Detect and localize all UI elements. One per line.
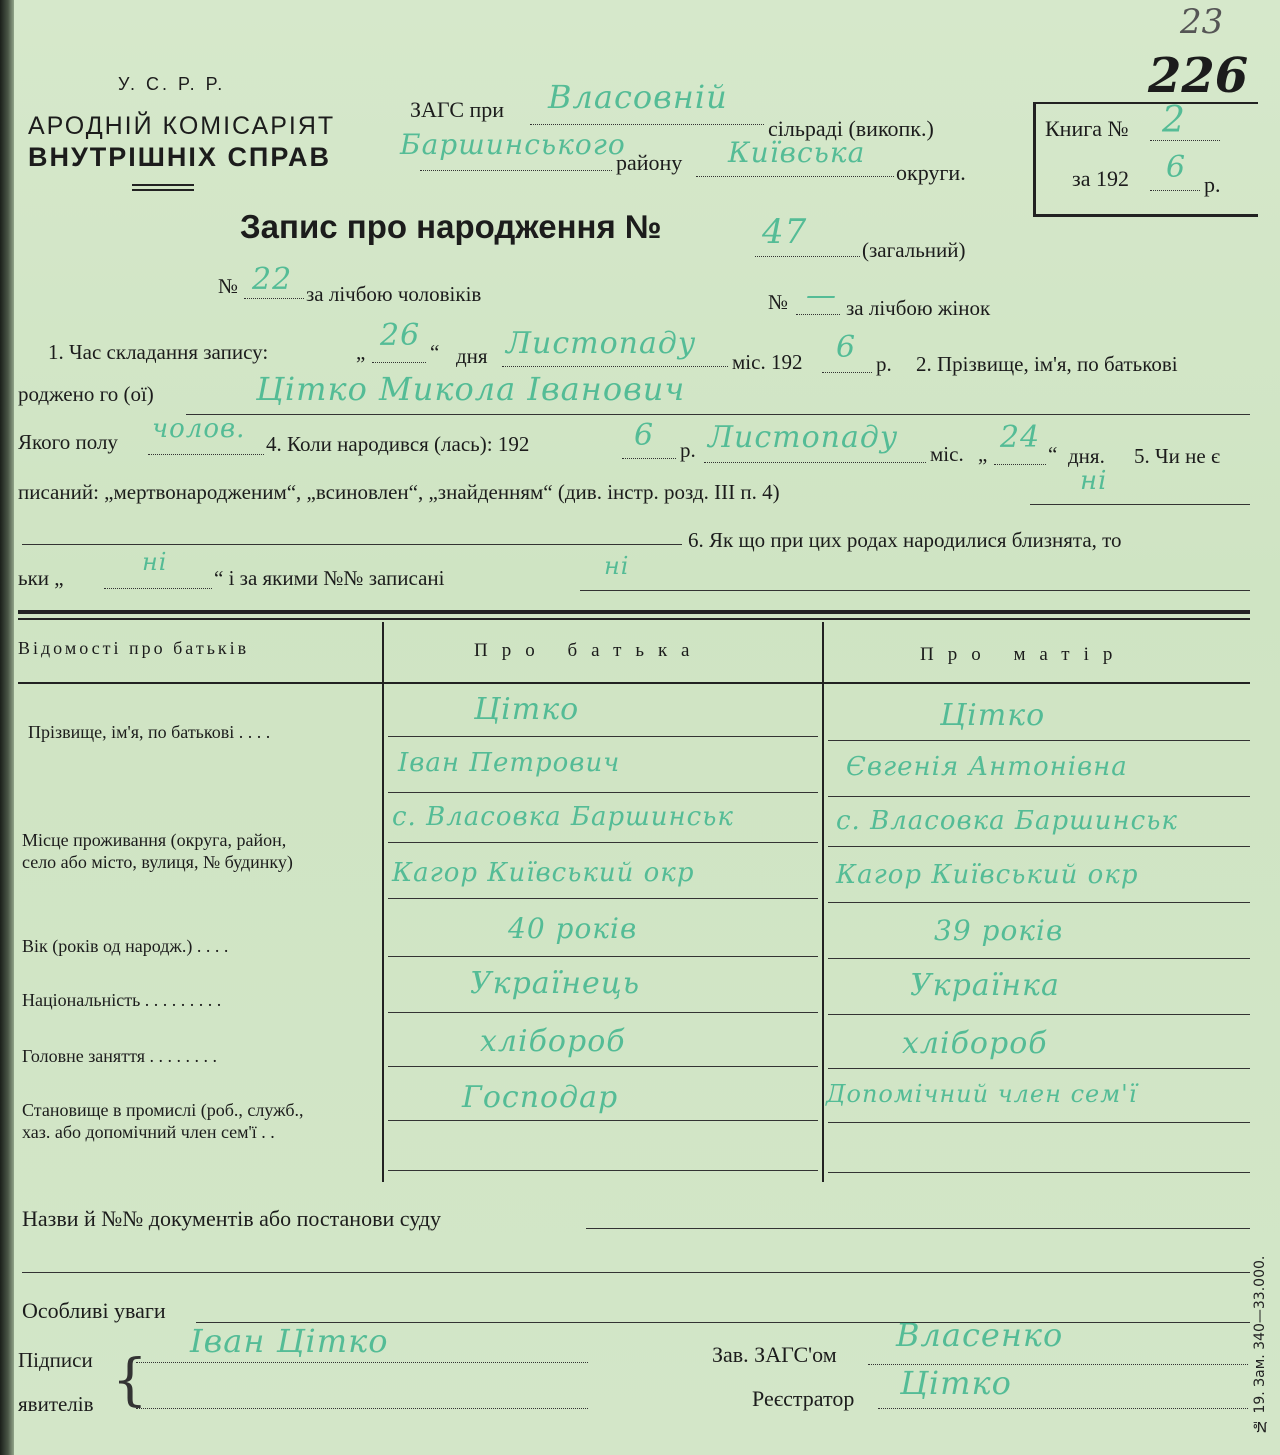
documents-line-2: [22, 1272, 1250, 1273]
birth-month-line: [704, 462, 926, 463]
row-label-status-1: Становище в промислі (роб., служб.,: [22, 1100, 304, 1120]
table-top-rule-2: [18, 618, 1250, 620]
father-line: [388, 1012, 818, 1013]
field6-label: 6. Як що при цих родах народилися близнята, то: [688, 528, 1122, 552]
day-word: дня: [456, 344, 488, 368]
mother-line: [828, 740, 1250, 741]
hw-twins-b: ні: [604, 552, 630, 580]
hw-father-surname: Цітко: [474, 692, 580, 727]
book-year-label: за 192: [1072, 166, 1129, 191]
mother-line: [828, 1014, 1250, 1015]
field5-answer-line: [1030, 504, 1250, 505]
father-line: [388, 736, 818, 737]
signature-line-2: [136, 1408, 588, 1409]
father-line: [388, 842, 818, 843]
hw-okruha: Київська: [728, 136, 866, 169]
father-line: [388, 1066, 818, 1067]
mother-line: [828, 958, 1250, 959]
row-label-age: Вік (років од народж.) . . . .: [22, 936, 229, 956]
women-no-sign: №: [768, 290, 789, 314]
birth-year-suffix: р.: [680, 438, 696, 462]
commissariat-line2: ВНУТРІШНІХ СПРАВ: [28, 142, 331, 172]
field5-line2: писаний: „мертвонародженим“, „всиновлен“, „знайденням“ (див. інстр. розд. III п. 4): [18, 480, 780, 504]
gender-line: [148, 454, 264, 455]
child-name-line: [186, 414, 1250, 415]
field5-label: 5. Чи не є: [1134, 444, 1220, 468]
hw-gender: чолов.: [152, 414, 246, 444]
table-col0-header: Відомості про батьків: [18, 638, 250, 658]
father-line: [388, 956, 818, 957]
republic-label: У. С. Р. Р.: [118, 74, 226, 94]
row-label-residence-2: село або місто, вулиця, № будинку): [22, 852, 293, 872]
hw-zags-village: Власовній: [548, 78, 728, 116]
men-no-sign: №: [218, 274, 239, 298]
documents-label: Назви й №№ документів або постанови суду: [22, 1206, 442, 1231]
header-rule: [132, 189, 194, 191]
dnia-label: дня.: [1068, 444, 1105, 468]
hw-father-nationality: Українець: [470, 966, 641, 1001]
hw-month: Листопаду: [506, 326, 697, 361]
field2-label: 2. Прізвище, ім'я, по батькові: [916, 352, 1178, 376]
hw-mother-place-1: с. Власовка Баршинськ: [836, 806, 1178, 836]
father-line: [388, 792, 818, 793]
hw-birth-month: Листопаду: [708, 420, 899, 455]
hw-father-age: 40 років: [508, 912, 638, 945]
hw-mother-surname: Цітко: [940, 698, 1046, 733]
mother-line: [828, 1068, 1250, 1069]
hw-father-place-1: с. Власовка Баршинськ: [392, 802, 734, 832]
hw-mother-nationality: Українка: [910, 968, 1060, 1003]
women-count-label: за лічбою жінок: [846, 296, 991, 320]
women-number-line: [796, 314, 840, 315]
mother-line: [828, 1172, 1250, 1173]
zags-head-label: Зав. ЗАГС'ом: [712, 1342, 837, 1367]
born-label: роджено го (ої): [18, 382, 154, 406]
book-year-line: [1150, 190, 1200, 191]
hw-day: 26: [380, 318, 421, 353]
quote-open-2: „: [978, 442, 988, 466]
month-line: [502, 366, 728, 367]
zags-prefix: ЗАГС при: [410, 97, 505, 122]
record-title: Запис про народження №: [240, 208, 662, 245]
remarks-label: Особливі уваги: [22, 1298, 166, 1323]
table-divider-1: [382, 622, 384, 1182]
documents-line: [586, 1228, 1250, 1229]
hw-birth-year: 6: [634, 418, 655, 453]
signature-line-1: [136, 1362, 588, 1363]
hw-field5-answer: ні: [1080, 466, 1108, 496]
page-number: 226: [1148, 48, 1249, 104]
hw-child-name: Цітко Микола Іванович: [256, 370, 686, 408]
okruhy-label: округи.: [896, 160, 966, 185]
mother-line: [828, 902, 1250, 903]
rayonu-label: району: [616, 150, 683, 175]
hw-mother-place-2: Кагор Київський окр: [836, 860, 1139, 890]
table-header-rule: [18, 682, 1250, 684]
mother-line: [828, 846, 1250, 847]
zags-village-line: [530, 124, 764, 125]
men-number-line: [244, 298, 304, 299]
month-year-label: міс. 192: [732, 350, 803, 374]
quote-close: “: [430, 340, 440, 364]
hw-birth-day: 24: [1000, 420, 1041, 455]
table-top-rule: [18, 610, 1250, 614]
hw-father-place-2: Кагор Київський окр: [392, 858, 695, 888]
book-label: Книга №: [1045, 116, 1129, 141]
men-count-label: за лічбою чоловіків: [306, 282, 482, 306]
year-suffix: р.: [876, 352, 892, 376]
silradi-label: сільраді (викопк.): [768, 116, 934, 141]
row-label-occupation: Головне заняття . . . . . . . .: [22, 1046, 217, 1066]
row-label-name: Прізвище, ім'я, по батькові . . . .: [28, 722, 271, 742]
registrar-line: [878, 1408, 1248, 1409]
hw-mother-occupation: хлібороб: [902, 1026, 1048, 1061]
twins-line-a: [104, 588, 212, 589]
field6-line2a: ьки „: [18, 566, 64, 590]
day-line: [372, 362, 426, 363]
twins-line-b: [580, 590, 1250, 591]
father-line: [388, 1170, 818, 1171]
quote-open: „: [356, 340, 366, 364]
father-line: [388, 1120, 818, 1121]
mother-line: [828, 796, 1250, 797]
signatures-label-1: Підписи: [18, 1348, 93, 1372]
hw-father-name: Іван Петрович: [398, 748, 621, 778]
field1-label: 1. Час складання запису:: [48, 340, 269, 364]
row-label-nationality: Національність . . . . . . . . .: [22, 990, 222, 1010]
mother-line: [828, 1122, 1250, 1123]
mis-label: міс.: [930, 442, 964, 466]
hw-head-signature: Власенко: [896, 1316, 1064, 1354]
hw-book-number: 2: [1162, 100, 1186, 141]
hw-father-status: Господар: [462, 1080, 619, 1115]
birth-year-line: [622, 458, 676, 459]
header-rule: [132, 184, 194, 186]
year-line: [822, 372, 872, 373]
district-line: [420, 170, 612, 171]
registrar-label: Реєстратор: [752, 1386, 855, 1411]
field4-label: 4. Коли народився (лась): 192: [266, 432, 530, 456]
hw-mother-age: 39 років: [934, 914, 1064, 947]
hw-zags-district: Баршинського: [400, 128, 626, 161]
row-label-status-2: хаз. або допомічний член сем'ї . .: [22, 1122, 275, 1142]
table-divider-2: [822, 622, 824, 1182]
quote-close-2: “: [1048, 442, 1058, 466]
record-number-line: [755, 256, 860, 257]
table-col2-header: Про матір: [920, 644, 1127, 665]
hw-twins-a: ні: [142, 548, 168, 576]
hw-record-number: 47: [762, 212, 808, 252]
hw-father-occupation: хлібороб: [480, 1024, 626, 1059]
field6-line2b: “ і за якими №№ записані: [214, 566, 445, 590]
father-line: [388, 898, 818, 899]
hw-applicant-signature: Іван Цітко: [190, 1322, 389, 1360]
gender-label: Якого полу: [18, 430, 118, 454]
field6-blank-line: [22, 544, 682, 545]
hw-year: 6: [836, 330, 857, 365]
row-label-residence-1: Місце проживання (округа, район,: [22, 830, 287, 850]
okruha-line: [696, 176, 894, 177]
signatures-label-2: явителів: [18, 1392, 94, 1416]
corner-number: 23: [1180, 2, 1224, 42]
general-label: (загальний): [862, 238, 966, 262]
hw-men-number: 22: [252, 262, 293, 297]
print-mark: № 19. Зам. 340—33.000.: [1252, 1255, 1268, 1434]
book-year-suffix: р.: [1204, 172, 1221, 197]
hw-mother-name: Євгенія Антонівна: [846, 752, 1128, 782]
hw-women-number: —: [806, 278, 837, 313]
hw-book-year: 6: [1166, 150, 1187, 185]
birth-day-line: [994, 464, 1046, 465]
hw-mother-status: Допомічний член сем'ї: [826, 1080, 1138, 1108]
table-col1-header: Про батька: [474, 640, 704, 661]
commissariat-line1: АРОДНІЙ КОМІСАРІЯТ: [28, 112, 336, 140]
hw-registrar-signature: Цітко: [900, 1364, 1012, 1402]
signatures-brace: {: [112, 1348, 148, 1413]
